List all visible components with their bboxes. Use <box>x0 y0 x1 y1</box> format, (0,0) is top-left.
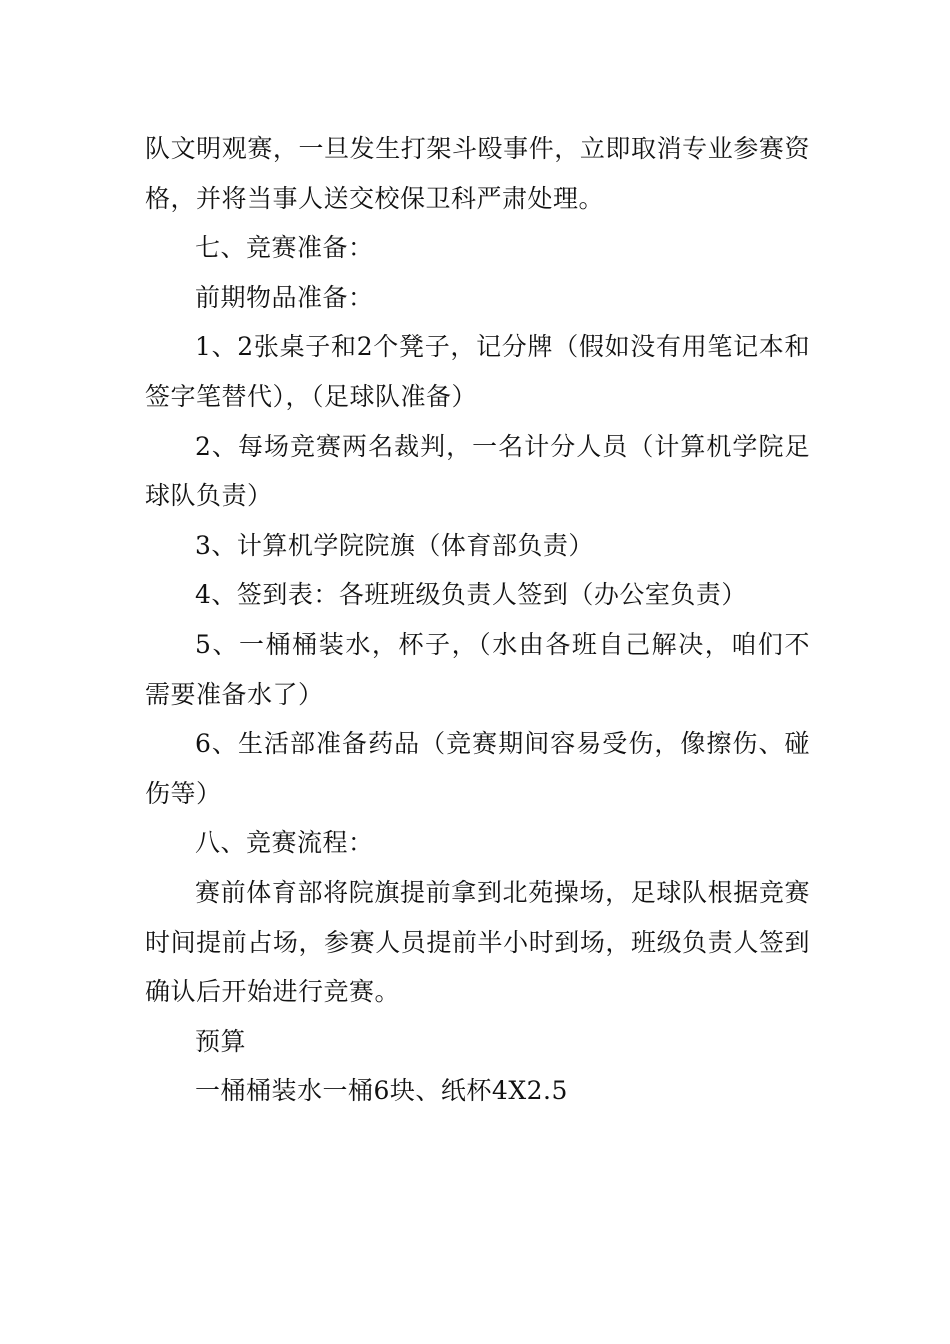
list-item-4: 4、签到表：各班班级负责人签到（办公室负责） <box>195 580 747 610</box>
section-heading-process: 八、竞赛流程： <box>195 828 374 858</box>
list-item-6: 6、生活部准备药品（竞赛期间容易受伤，像擦伤、碰伤等） <box>145 729 810 808</box>
process-paragraph: 赛前体育部将院旗提前拿到北苑操场，足球队根据竞赛时间提前占场，参赛人员提前半小时到场，班级负责人签到确认后开始进行竞赛。 <box>145 877 810 1007</box>
paragraph-continuation: 队文明观赛，一旦发生打架斗殴事件，立即取消专业参赛资格，并将当事人送交校保卫科严肃处理。 <box>145 134 810 213</box>
list-item-3: 3、计算机学院院旗（体育部负责） <box>195 530 594 560</box>
list-item-2: 2、每场竞赛两名裁判，一名计分人员（计算机学院足球队负责） <box>145 431 810 511</box>
budget-line: 一桶桶装水一桶6块、纸杯4X2.5 <box>195 1076 568 1106</box>
subheading-materials: 前期物品准备： <box>195 282 374 312</box>
section-heading-preparation: 七、竞赛准备： <box>195 233 374 263</box>
list-item-5: 5、一桶桶装水，杯子，（水由各班自己解决，咱们不需要准备水了） <box>145 629 810 709</box>
document-body <box>145 124 810 1116</box>
budget-heading: 预算 <box>195 1026 247 1056</box>
list-item-1: 1、2张桌子和2个凳子，记分牌（假如没有用笔记本和签字笔替代），（足球队准备） <box>145 332 810 411</box>
